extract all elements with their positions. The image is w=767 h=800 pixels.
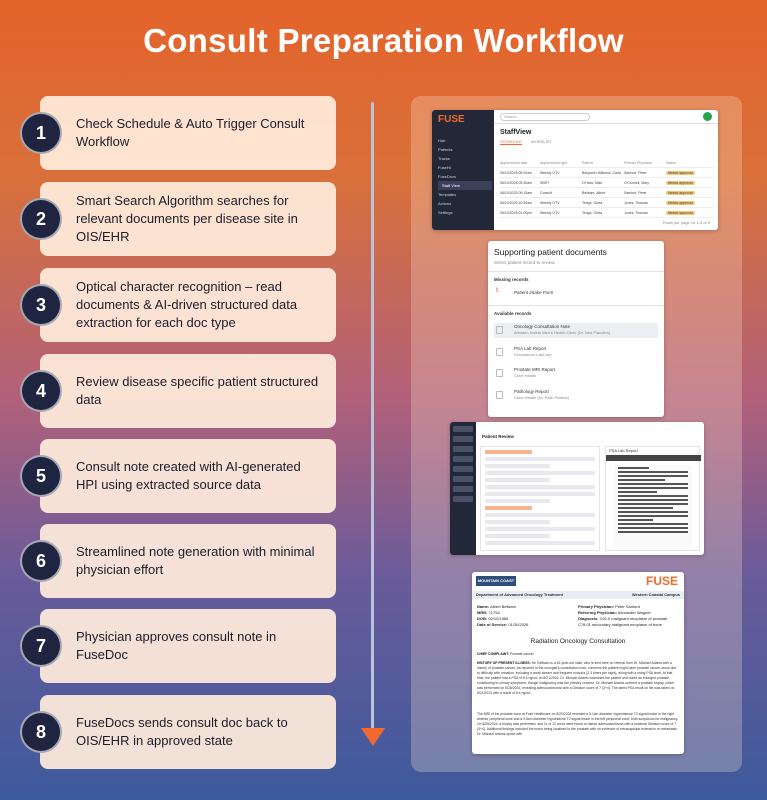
record-name: Oncology Consultation Note	[514, 324, 571, 329]
record-name: Prostate MRI Report	[514, 367, 556, 372]
pdf-title: PSA Lab Report	[609, 448, 638, 453]
cell: Benjamin Williams, Carla	[582, 170, 621, 175]
tab-schedule[interactable]: SCHEDULE	[500, 139, 522, 144]
status-badge: Needs approval	[668, 170, 693, 175]
documents-subtitle: Select patient record to review	[494, 260, 555, 265]
cell: O'Hara, Mike	[582, 180, 603, 185]
step-3	[20, 268, 336, 342]
step-text: FuseDocs sends consult doc back to OIS/EHR in approved state	[76, 715, 288, 748]
status-badge: Needs approval	[668, 200, 693, 205]
sidebar-item[interactable]: Actions	[438, 201, 452, 206]
pdf-viewer[interactable]	[605, 446, 700, 551]
step-number: 8	[20, 711, 62, 753]
sidebar-item[interactable]: Settings	[438, 210, 453, 215]
step-5	[20, 439, 336, 513]
table-row[interactable]	[500, 198, 714, 208]
sidebar-item-staff-view[interactable]: Staff View	[438, 181, 492, 190]
step-text: Physician approves consult note in FuseDoc	[76, 629, 277, 662]
cell: Weekly OTV	[540, 210, 560, 215]
step-number: 5	[20, 455, 62, 497]
pdf-page	[614, 465, 692, 549]
sidebar-item[interactable]: FuseDocs	[438, 174, 457, 179]
column-header: Primary Physician	[624, 160, 653, 165]
document-icon	[496, 326, 503, 334]
tab-worklist[interactable]: WORKLIST	[530, 139, 552, 144]
status-badge: Needs approval	[668, 190, 693, 195]
table-row[interactable]	[500, 178, 714, 188]
step-number: 4	[20, 370, 62, 412]
table-row[interactable]	[500, 208, 714, 218]
step-1	[20, 96, 336, 170]
pdf-toolbar[interactable]	[606, 455, 701, 461]
physician-info: Primary Physician: Peter Sanford Referring Physician: Alexander Wagner Diagnosis: C61.0 malignant neoplasm of prostate, C78.01 secondary malignant neoplasm of bone	[578, 604, 669, 627]
hospital-logo: MOUNTAIN COAST	[476, 576, 516, 586]
step-7	[20, 609, 336, 683]
doc-header	[472, 572, 684, 590]
record-source: Winston-Salem Men's Health Clinic (Dr. Ned Flanders)	[514, 330, 611, 335]
step-text: Consult note created with AI-generated HPI using extracted source data	[76, 459, 301, 492]
available-records-label: Available records	[494, 311, 532, 316]
cell: 06/10/2025 10:30am	[500, 200, 533, 205]
staffview-heading: StaffView	[500, 129, 532, 136]
step-text: Smart Search Algorithm searches for relevant documents per disease site in OIS/EHR	[76, 193, 298, 244]
step-number: 2	[20, 198, 62, 240]
patient-info: Name: Albert Bellsam MRN: 71754 DOB: 02/10/1965 Date of Service: 01/30/2026	[477, 604, 529, 627]
top-bar	[494, 110, 718, 124]
missing-record-item[interactable]	[494, 287, 658, 302]
fuse-logo: FUSE	[645, 574, 678, 588]
patient-review-screenshot	[450, 422, 704, 555]
sidebar-item[interactable]: FuseHI	[438, 165, 451, 170]
campus: Western Coastal Campus	[631, 592, 680, 597]
step-text: Check Schedule & Auto Trigger Consult Workflow	[76, 116, 305, 149]
record-name: PSA Lab Report	[514, 346, 547, 351]
sidebar-item[interactable]: Templates	[438, 192, 457, 197]
cell: Weekly OTV	[540, 170, 560, 175]
mri-paragraph: The MRI of the prostate done at Fuse Healthcare on 8/20/2024 revealed a 5.1cm diameter hyperintense T2 signal lesion in the right anterior peripheral zone and a 0.8cm diameter hypointense T2 signal lesion in the left peripheral zone, both suspicious for malignancy. On 8/28/2024, a biopsy was performed, and 11 of 12 cores were found to harbor adenocarcinoma with a maximal Gleason score of 7 (3+4). Additional findings included the tumor being localized to the prostate with no evidence of extracapsular extension or metastasis. Dr. Michael Adams spoke with	[477, 712, 679, 736]
step-8	[20, 695, 336, 769]
documents-screenshot	[488, 241, 664, 417]
column-header: Appointment date	[500, 160, 528, 165]
step-number: 7	[20, 625, 62, 667]
documents-title: Supporting patient documents	[494, 247, 607, 257]
step-text: Optical character recognition – read documents & AI-driven structured data extraction for each doc type	[76, 279, 298, 330]
record-source: Cone Health	[514, 373, 537, 378]
step-number: 3	[20, 284, 62, 326]
cell: Sanford, Peter	[624, 190, 647, 195]
table-row[interactable]	[500, 168, 714, 178]
cell: Jones, Thomas	[624, 210, 648, 215]
fuse-logo: FUSE	[438, 114, 465, 125]
cell: O'Connell, Mary	[624, 180, 649, 185]
sidebar-item[interactable]: Tracks	[438, 156, 450, 161]
cell: 06/10/2025 09:15am	[500, 190, 533, 195]
document-icon	[496, 348, 503, 356]
cell: Jones, Thomas	[624, 200, 648, 205]
cell: Consult	[540, 190, 552, 195]
flow-arrow-head-icon	[361, 728, 385, 746]
review-title: Patient Review	[482, 434, 514, 439]
missing-records-label: Missing records	[494, 277, 529, 282]
sidebar	[432, 110, 494, 230]
step-2	[20, 182, 336, 256]
cell: 06/10/2025 01:00pm	[500, 210, 533, 215]
available-record-item[interactable]	[494, 388, 658, 403]
consult-document-screenshot	[472, 572, 684, 754]
table-row[interactable]	[500, 188, 714, 198]
flow-arrow-line	[371, 102, 374, 732]
divider	[488, 305, 664, 306]
record-name: Patient Intake Form	[514, 290, 554, 295]
schedule-table	[500, 158, 714, 218]
available-record-item[interactable]	[494, 345, 658, 360]
sidebar	[450, 422, 476, 555]
cell: Tengo, Olivia	[582, 200, 603, 205]
hpi-paragraph: HISTORY OF PRESENT ILLNESS: Mr. Bellsam is a 61-year-old male, who is sent here on referral from Dr. Michael Adams with a history of prostate cancer. As reported in the urologist's consultation note, concerns the patient might have prostate cancer arose due to difficulty with urination, including a weak stream and frequent nocturia (2-3 times per night), along with a rising PSA level. At that time, the patient had a PSA of 8.4 ng/mL on 8/21/2024. Dr. Michael Adams examined the patient and noted an enlarged prostate contributing to urinary symptoms, though malignancy was the primary concern. Dr. Michael Adams ordered a prostate biopsy, which was performed on 8/28/2024, revealing adenocarcinoma with a Gleason score of 7 (3+4). The latest PSA result on file was taken on 8/21/2024 with a result of 8.4 ng/mL.	[477, 661, 677, 695]
department: Department of Advanced Oncology Treatment	[476, 592, 563, 597]
record-source: Greensboro LabCorp	[514, 352, 552, 357]
sidebar-item[interactable]: Hub	[438, 138, 446, 143]
department-band	[472, 591, 684, 599]
sidebar-nav	[438, 136, 492, 217]
cell: 06/10/2025 09:00am	[500, 170, 533, 175]
cell: SBRT	[540, 180, 550, 185]
column-header: Status	[666, 160, 676, 165]
document-icon	[496, 369, 503, 377]
cell: Bellsam, Albert	[582, 190, 606, 195]
sidebar-item[interactable]: Patients	[438, 147, 453, 152]
chief-complaint: CHIEF COMPLAINT: Prostate cancer	[477, 652, 534, 656]
record-source: Cone Health (Dr. Ruth Powers)	[514, 395, 570, 400]
consult-heading: Radiation Oncology Consultation	[530, 638, 626, 645]
record-name: Pathology Report	[514, 389, 549, 394]
cell: 06/10/2025 09:30am	[500, 180, 533, 185]
step-4	[20, 354, 336, 428]
pagination[interactable]: Rows per page 10 1-5 of 5	[662, 220, 710, 225]
search-input[interactable]: Search	[500, 113, 590, 121]
available-record-item[interactable]	[494, 323, 658, 338]
document-icon	[496, 391, 503, 399]
avatar[interactable]	[703, 112, 712, 121]
staffview-tabs	[500, 139, 560, 144]
status-badge: Needs approval	[668, 210, 693, 215]
step-number: 1	[20, 112, 62, 154]
cell: Weekly OTV	[540, 200, 560, 205]
step-text: Streamlined note generation with minimal physician effort	[76, 544, 315, 577]
staffview-screenshot	[432, 110, 718, 230]
structured-data-panel	[480, 446, 600, 551]
column-header: Patient	[582, 160, 593, 165]
table-header	[500, 158, 714, 168]
cell: Tengo, Olivia	[582, 210, 603, 215]
step-6	[20, 524, 336, 598]
column-header: Appointment type	[540, 160, 568, 165]
alert-icon: !	[496, 288, 498, 294]
step-number: 6	[20, 540, 62, 582]
divider	[488, 271, 664, 272]
available-record-item[interactable]	[494, 366, 658, 381]
cell: Sanford, Peter	[624, 170, 647, 175]
page-title: Consult Preparation Workflow	[143, 22, 624, 59]
status-badge: Needs approval	[668, 180, 693, 185]
step-text: Review disease specific patient structured data	[76, 374, 319, 407]
